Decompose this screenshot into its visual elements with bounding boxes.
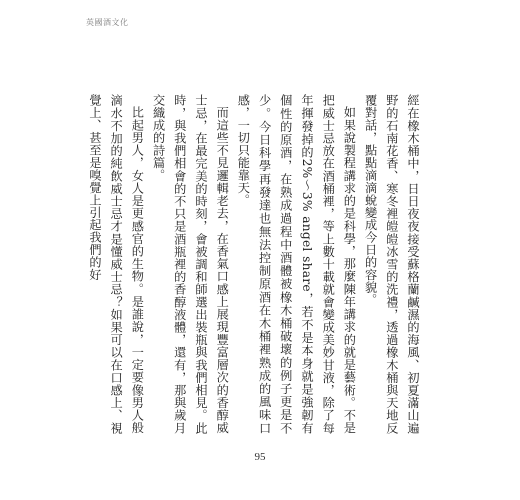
- paragraph: 經在橡木桶中，日日夜夜接受蘇格蘭鹹濕的海風、初夏滿山遍野的石南花香、寒冬裡皚皚冰雪的洗禮，透過橡木桶與天地反覆對話，點點滴滴蛻變成今日的容貌。: [363, 94, 420, 434]
- body-text: [87, 94, 423, 434]
- running-header: 英國酒文化: [86, 18, 129, 27]
- paragraph: 如果說製程講求的是科學，那麼陳年講求的就是藝術。不是把威士忌放在酒桶裡，等上數十載就會變成美妙甘液，除了每年揮發掉的2%～3% angel share，若不是本身就是強韌有個性的原酒，在熟成過程中酒體被橡木桶破壞的例子更是不少。今日科學再發達也無法控制原酒在木桶裡熟成的風味口感，一切只能靠天。: [236, 94, 357, 434]
- paragraph: 比起男人，女人是更感官的生物。是誰說，一定要像男人般滴水不加的純飲威士忌才是懂威士忌？如果可以在口感上、視覺上、甚至是嗅覺上引起我們的好: [87, 94, 145, 434]
- page-number: 95: [254, 451, 266, 463]
- paragraph: 而這些不見邏輯老去，在香氣口感上展現豐富層次的香醇威士忌，在最完美的時刻，會被調和師選出裝瓶與我們相見。此時，與我們相會的不只是酒瓶裡的香醇液體，還有，那與歲月交織成的詩篇。: [151, 94, 230, 434]
